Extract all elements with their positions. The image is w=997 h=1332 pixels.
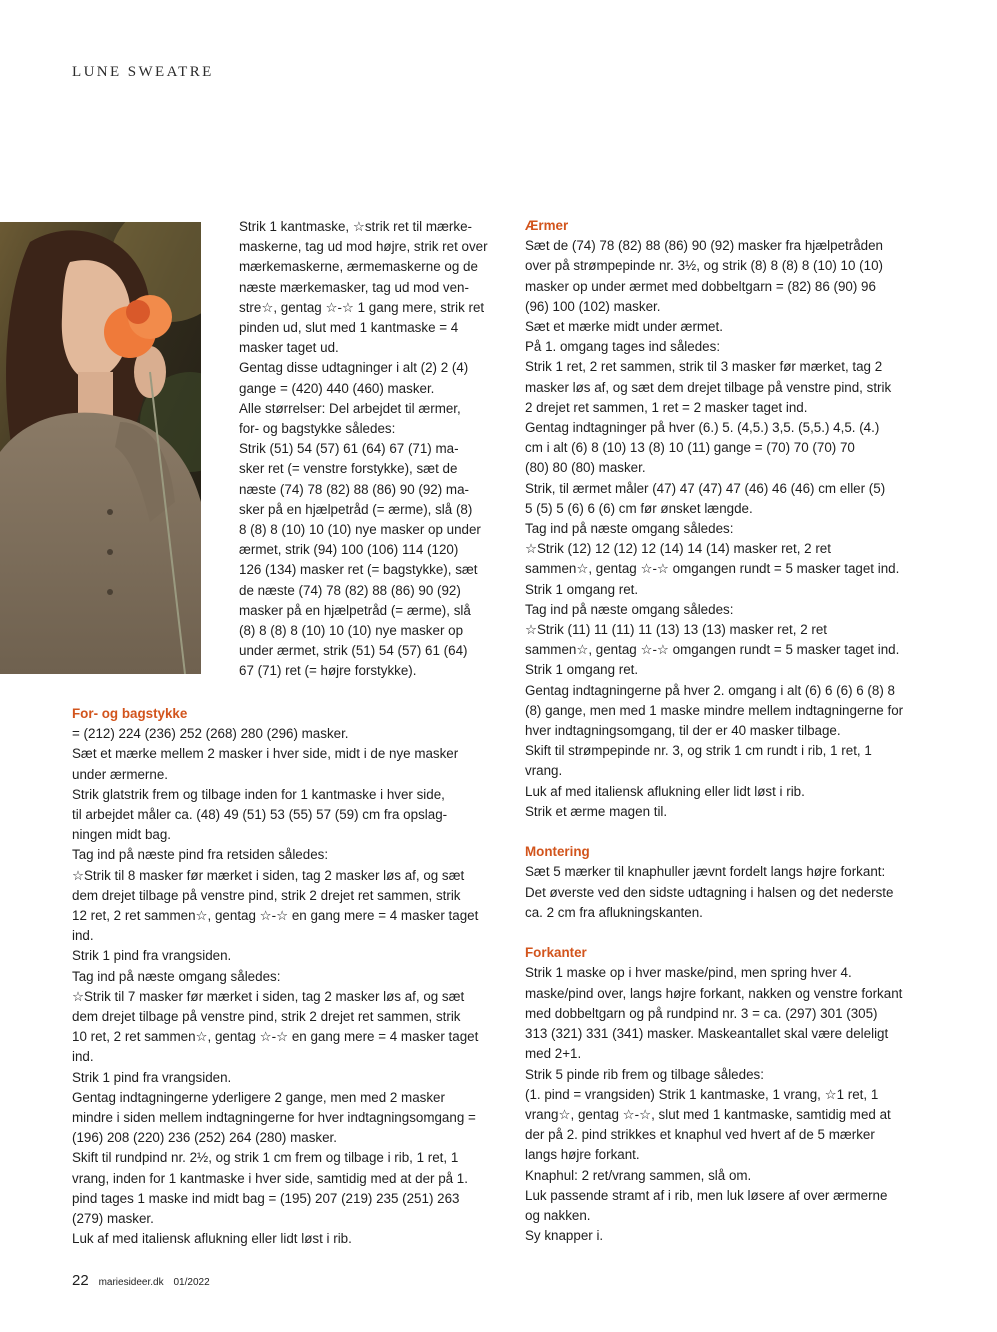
text-line: Tag ind på næste omgang således:: [525, 601, 734, 617]
text-line: vrang, inden for 1 kantmaske i hver side, samtidig med at der på 1.: [72, 1170, 468, 1186]
text-line: ☆Strik (12) 12 (12) 12 (14) 14 (14) masker ret, 2 ret: [525, 541, 831, 557]
text-line: Strik 5 pinde rib frem og tilbage således:: [525, 1066, 764, 1082]
text-line: 10 ret, 2 ret sammen☆, gentag ☆-☆ en gang mere = 4 masker taget: [72, 1029, 479, 1045]
text-line: Luk passende stramt af i rib, men luk løsere af over ærmerne: [525, 1187, 888, 1203]
text-line: over på strømpepinde nr. 3½, og strik (8) 8 (8) 8 (10) 10 (10): [525, 258, 883, 274]
body-instructions: [72, 724, 502, 1249]
text-line: (8) 8 (8) 8 (10) 10 (10) nye masker op: [239, 623, 464, 639]
text-line: maskerne, tag ud mod højre, strik ret over: [239, 239, 488, 255]
text-line: masker løs af, og sæt dem drejet tilbage på venstre pind, strik: [525, 379, 892, 395]
text-line: mindre i siden mellem indtagningerne for hver indtagningsomgang =: [72, 1110, 476, 1126]
text-line: Sy knapper i.: [525, 1228, 604, 1244]
text-line: og nakken.: [525, 1207, 591, 1223]
text-line: 12 ret, 2 ret sammen☆, gentag ☆-☆ en gang mere = 4 masker taget: [72, 908, 479, 924]
text-line: med dobbeltgarn og på rundpind nr. 3 = ca. (297) 301 (305): [525, 1005, 878, 1021]
text-line: masker på en hjælpetråd (= ærme), slå: [239, 602, 471, 618]
text-line: der på 2. pind strikkes et knaphul ved hvert af de 5 mærker: [525, 1127, 875, 1143]
text-line: langs højre forkant.: [525, 1147, 640, 1163]
text-line: Strik 1 kantmaske, ☆strik ret til mærke-: [239, 219, 472, 234]
text-line: Tag ind på næste pind fra retsiden således:: [72, 847, 329, 863]
text-line: næste (74) 78 (82) 88 (86) 90 (92) ma-: [239, 481, 469, 497]
text-line: 2 drejet ret sammen, 1 ret = 2 masker taget ind.: [525, 399, 808, 415]
text-line: Sæt de (74) 78 (82) 88 (86) 90 (92) masker fra hjælpetråden: [525, 238, 884, 254]
text-line: (1. pind = vrangsiden) Strik 1 kantmaske, 1 vrang, ☆1 ret, 1: [525, 1086, 879, 1102]
edge-instructions: [525, 963, 933, 1246]
text-line: 67 (71) ret (= højre forstykke).: [239, 663, 417, 679]
instructions-column-3: [525, 216, 933, 1246]
text-line: = (212) 224 (236) 252 (268) 280 (296) masker.: [72, 726, 349, 742]
issue-number: 01/2022: [173, 1277, 210, 1288]
text-line: Tag ind på næste omgang således:: [72, 968, 281, 984]
text-line: vrang☆, gentag ☆-☆, slut med 1 kantmaske, samtidig med at: [525, 1106, 891, 1122]
text-line: ☆Strik til 8 masker før mærket i siden, tag 2 masker løs af, og sæt: [72, 867, 465, 883]
text-line: (279) masker.: [72, 1211, 154, 1227]
text-line: under ærmerne.: [72, 766, 169, 782]
text-line: under ærmet, strik (51) 54 (57) 61 (64): [239, 643, 468, 659]
text-line: ind.: [72, 928, 94, 944]
section-heading-assembly: Montering: [525, 844, 590, 860]
text-line: de næste (74) 78 (82) 88 (86) 90 (92): [239, 582, 461, 598]
text-line: til arbejdet måler ca. (48) 49 (51) 53 (55) 57 (59) cm fra opslag-: [72, 807, 448, 823]
text-line: masker op under ærmet med dobbeltgarn = (82) 86 (90) 96: [525, 278, 876, 294]
text-line: dem drejet tilbage på venstre pind, strik 2 drejet ret sammen, strik: [72, 887, 461, 903]
text-line: ærmet, strik (94) 100 (106) 114 (120): [239, 542, 459, 558]
text-line: vrang.: [525, 763, 563, 779]
sleeve-instructions: [525, 236, 933, 822]
text-line: hver indtagningsomgang, til der er 40 masker tilbage.: [525, 723, 841, 739]
text-line: masker taget ud.: [239, 340, 339, 356]
text-line: ind.: [72, 1049, 94, 1065]
text-line: 126 (134) masker ret (= bagstykke), sæt: [239, 562, 478, 578]
text-line: Strik, til ærmet måler (47) 47 (47) 47 (46) 46 (46) cm eller (5): [525, 480, 886, 496]
text-line: 313 (321) 331 (341) masker. Maskeantallet skal være deleligt: [525, 1026, 889, 1042]
text-line: Strik (51) 54 (57) 61 (64) 67 (71) ma-: [239, 441, 459, 457]
text-line: (8) gange, men med 1 maske mindre mellem indtagningerne for: [525, 702, 904, 718]
magazine-section-title: LUNE SWEATRE: [72, 64, 214, 80]
text-line: Luk af med italiensk aflukning eller lidt løst i rib.: [525, 783, 805, 799]
instructions-column-1: [239, 217, 504, 682]
text-line: Tag ind på næste omgang således:: [525, 521, 734, 537]
instructions-column-2: [72, 704, 502, 1249]
text-line: Strik 1 pind fra vrangsiden.: [72, 1069, 232, 1085]
text-line: mærkemaskerne, ærmemaskerne og de: [239, 259, 478, 275]
text-line: Strik glatstrik frem og tilbage inden for 1 kantmaske i hver side,: [72, 786, 445, 802]
text-line: ☆Strik (11) 11 (11) 11 (13) 13 (13) masker ret, 2 ret: [525, 622, 827, 638]
text-line: ca. 2 cm fra aflukningskanten.: [525, 904, 703, 920]
text-line: Gentag indtagningerne yderligere 2 gange, men med 2 masker: [72, 1089, 445, 1105]
text-line: (80) 80 (80) masker.: [525, 460, 646, 476]
text-line: pinden ud, slut med 1 kantmaske = 4: [239, 320, 459, 336]
text-line: Strik 1 omgang ret.: [525, 581, 639, 597]
text-line: dem drejet tilbage på venstre pind, strik 2 drejet ret sammen, strik: [72, 1009, 461, 1025]
page-footer: [72, 1272, 210, 1289]
text-line: Sæt 5 mærker til knaphuller jævnt fordelt langs højre forkant:: [525, 864, 886, 880]
text-line: for- og bagstykke således:: [239, 421, 396, 437]
text-line: Knaphul: 2 ret/vrang sammen, slå om.: [525, 1167, 752, 1183]
text-line: Gentag disse udtagninger i alt (2) 2 (4): [239, 360, 469, 376]
text-line: Sæt et mærke mellem 2 masker i hver side, midt i de nye masker: [72, 746, 459, 762]
text-line: På 1. omgang tages ind således:: [525, 339, 721, 355]
photo-illustration: [0, 222, 201, 674]
text-line: Gentag indtagninger på hver (6.) 5. (4,5.) 3,5. (5,5.) 4,5. (4.): [525, 420, 880, 436]
text-line: cm i alt (6) 8 (10) 13 (8) 10 (11) gange = (70) 70 (70) 70: [525, 440, 855, 456]
website: mariesideer.dk: [98, 1277, 164, 1288]
page-number: 22: [72, 1272, 89, 1289]
text-line: sker ret (= venstre forstykke), sæt de: [239, 461, 458, 477]
text-line: 8 (8) 8 (10) 10 (10) nye masker op under: [239, 522, 481, 538]
text-line: ningen midt bag.: [72, 827, 172, 843]
section-heading-edges: Forkanter: [525, 945, 587, 961]
assembly-instructions: [525, 862, 933, 923]
text-line: maske/pind over, langs højre forkant, nakken og venstre forkant: [525, 985, 903, 1001]
text-line: Gentag indtagningerne på hver 2. omgang i alt (6) 6 (6) 6 (8) 8: [525, 682, 895, 698]
text-line: Skift til rundpind nr. 2½, og strik 1 cm frem og tilbage i rib, 1 ret, 1: [72, 1150, 459, 1166]
text-line: Det øverste ved den sidste udtagning i halsen og det nederste: [525, 884, 894, 900]
text-line: Skift til strømpepinde nr. 3, og strik 1 cm rundt i rib, 1 ret, 1: [525, 743, 872, 759]
text-line: (196) 208 (220) 236 (252) 264 (280) masker.: [72, 1130, 337, 1146]
woman-smelling-poppy-photo: [0, 222, 201, 674]
text-line: med 2+1.: [525, 1046, 582, 1062]
text-line: pind tages 1 maske ind midt bag = (195) 207 (219) 235 (251) 263: [72, 1190, 460, 1206]
text-line: sker på en hjælpetråd (= ærme), slå (8): [239, 501, 473, 517]
text-line: Sæt et mærke midt under ærmet.: [525, 319, 723, 335]
text-line: sammen☆, gentag ☆-☆ omgangen rundt = 5 masker taget ind.: [525, 561, 900, 577]
text-line: Strik 1 omgang ret.: [525, 662, 639, 678]
text-line: Strik 1 pind fra vrangsiden.: [72, 948, 232, 964]
text-line: Luk af med italiensk aflukning eller lidt løst i rib.: [72, 1231, 352, 1247]
text-line: stre☆, gentag ☆-☆ 1 gang mere, strik ret: [239, 299, 485, 315]
text-line: (96) 100 (102) masker.: [525, 298, 661, 314]
text-line: ☆Strik til 7 masker før mærket i siden, tag 2 masker løs af, og sæt: [72, 988, 465, 1004]
text-line: sammen☆, gentag ☆-☆ omgangen rundt = 5 masker taget ind.: [525, 642, 900, 658]
text-line: næste mærkemasker, tag ud mod ven-: [239, 279, 469, 295]
section-heading-sleeves: Ærmer: [525, 218, 569, 233]
text-line: Strik et ærme magen til.: [525, 803, 668, 819]
text-line: 5 (5) 5 (6) 6 (6) cm før ønsket længde.: [525, 500, 753, 516]
text-line: Alle størrelser: Del arbejdet til ærmer,: [239, 400, 461, 416]
text-line: Strik 1 ret, 2 ret sammen, strik til 3 masker før mærket, tag 2: [525, 359, 883, 375]
text-line: Strik 1 maske op i hver maske/pind, men spring hver 4.: [525, 965, 852, 981]
section-heading-body: For- og bagstykke: [72, 706, 188, 721]
text-line: gange = (420) 440 (460) masker.: [239, 380, 435, 396]
